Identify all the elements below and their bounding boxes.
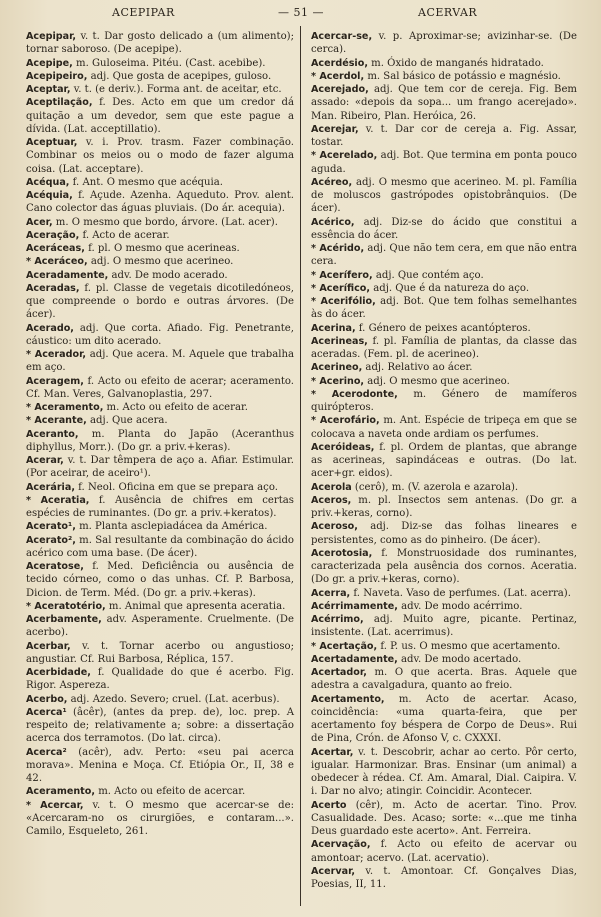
entry-headword: Acervar, [311, 865, 356, 877]
entry-definition: adj. Que gosta de acepipes, guloso. [87, 70, 272, 82]
dictionary-entry [311, 865, 577, 892]
entry-definition: v. t. Dar gosto delicado a (um alimento); tornar saboroso. (De acepipe). [26, 31, 294, 56]
entry-headword: Acerbamente, [26, 614, 102, 625]
entry-definition: adj. Que tem cor de cereja. Fig. Bem assado: «depois da sopa... um frango acerejado». Man. Ribeiro, Plan. Heróica, 26. [311, 84, 577, 122]
entry-definition: f. pl. Ordem de plantas, que abrange as acerineas, sapindáceas e outras. (Do lat. acer+gr. eidos). [311, 441, 577, 480]
entry-definition: v. i. Prov. trasm. Fazer combinação. Combinar os meios ou o modo de fazer alguma coisa. (Lat. acceptare). [26, 137, 294, 175]
entry-definition: f. Med. Deficiência ou ausência de tecido córneo, como o das unhas. Cf. P. Barbosa, Dicion. de Term. Méd. (Do gr. a priv.+keras). [26, 561, 294, 599]
dictionary-entry [311, 746, 577, 799]
entry-definition: f. Neol. Oficina em que se prepara aço. [74, 481, 278, 493]
entry-definition: adj. Que contém aço. [372, 269, 484, 281]
dictionary-entry [26, 70, 294, 83]
dictionary-entry [311, 481, 577, 494]
dictionary-entry [311, 520, 577, 547]
dictionary-entry [311, 216, 577, 243]
entry-definition: f. Açude. Azenha. Aqueduto. Prov. alent. Cano colector das águas pluviais. (Do ár. acequia). [26, 190, 294, 215]
dictionary-entry [26, 322, 294, 349]
dictionary-entry [311, 295, 577, 322]
entry-headword: Aceróideas, [311, 441, 375, 453]
entry-definition: adv. De modo acerado. [108, 269, 228, 281]
dictionary-entry [311, 693, 577, 746]
entry-definition: (âcêr), (antes da prep. de), loc. prep. A respeito de; relativamente a; sobre: a dissertação acerca dos terramotos. (Do lat. circa). [26, 706, 294, 745]
left-column [26, 30, 294, 838]
entry-headword: Acéqua, [26, 176, 70, 188]
entry-headword: Acerato¹, [26, 521, 76, 533]
dictionary-entry [311, 361, 577, 374]
entry-headword: Acerineo, [311, 362, 363, 374]
dictionary-entry [311, 666, 577, 693]
dictionary-entry [26, 454, 294, 481]
dictionary-entry [311, 640, 577, 653]
dictionary-entry [311, 799, 577, 839]
entry-headword: Acérrimo, [311, 614, 364, 625]
dictionary-entry [26, 242, 294, 255]
entry-definition: adj. Que acera. M. Aquele que trabalha em aço. [26, 349, 294, 374]
entry-headword: Acerato², [26, 534, 76, 546]
dictionary-entry [311, 613, 577, 640]
entry-definition: m. Sal resultante da combinação do ácido acérico com uma base. (De ácer). [26, 534, 294, 559]
entry-definition: f. pl. Família de plantas, da classe das aceradas. (Fem. pl. de acerineo). [311, 335, 577, 360]
dictionary-entry [311, 494, 577, 521]
entry-definition: adj. O mesmo que acerineo. [87, 256, 234, 268]
entry-headword: Acer, [26, 216, 53, 228]
entry-definition: adj. Muito agre, picante. Pertinaz, insistente. (Lat. acerrimus). [311, 614, 577, 639]
entry-definition: m. Animal que apresenta aceratia. [105, 600, 286, 612]
dictionary-entry [26, 746, 294, 786]
entry-headword: * Acerdol, [311, 70, 365, 82]
entry-definition: f. Acto ou efeito de acerar; aceramento. Cf. Man. Veres, Galvanoplastia, 297. [26, 375, 294, 400]
entry-headword: Aceráceas, [26, 243, 85, 254]
entry-headword: Aceptilação, [26, 97, 93, 109]
entry-headword: * Acerifólio, [311, 296, 376, 307]
dictionary-entry [311, 83, 577, 123]
entry-headword: Aceragem, [26, 375, 84, 387]
entry-headword: Acérrimamente, [311, 600, 398, 612]
entry-definition: m. pl. Insectos sem antenas. (Do gr. a priv.+keras, corno). [311, 494, 577, 519]
entry-headword: Acertador, [311, 667, 367, 678]
entry-definition: m. O mesmo que bordo, árvore. (Lat. acer). [52, 216, 278, 228]
entry-headword: * Aceramento, [26, 402, 104, 413]
dictionary-entry [26, 693, 294, 706]
dictionary-entry [311, 176, 577, 216]
entry-headword: Acerdésio, [311, 57, 368, 69]
entry-headword: Aceradamente, [26, 269, 109, 281]
dictionary-entry [311, 547, 577, 587]
entry-definition: (cerô), m. (V. azerola e azarola). [351, 481, 519, 493]
entry-headword: Acercar-se, [311, 31, 373, 42]
entry-definition: adv. De modo acertado. [397, 653, 522, 665]
dictionary-entry [26, 189, 294, 216]
dictionary-entry [311, 322, 577, 335]
dictionary-entry [311, 57, 577, 70]
entry-headword: * Acerodonte, [311, 388, 398, 400]
dictionary-entry [26, 494, 294, 521]
entry-headword: * Aceratotério, [26, 600, 106, 612]
dictionary-entry [26, 282, 294, 322]
entry-headword: Aceptuar, [26, 137, 78, 148]
entry-headword: Aceranto, [26, 428, 79, 440]
entry-definition: v. t. Amontoar. Cf. Gonçalves Dias, Poesias, II, 11. [311, 865, 577, 890]
entry-definition: v. t. Dar cor de cereja a. Fig. Assar, tostar. [311, 123, 577, 148]
entry-headword: Acerbar, [26, 640, 71, 652]
dictionary-entry [311, 838, 577, 865]
dictionary-entry [311, 70, 577, 83]
dictionary-entry [311, 414, 577, 441]
entry-definition: f. Des. Acto em que um credor dá quitação a um devedor, sem que este pague a dívida. (Lat. acceptillatio). [26, 97, 294, 135]
entry-headword: Acerineas, [311, 335, 368, 347]
entry-definition: adj. O mesmo que acerineo. M. pl. Família de moluscos gastrópodes opistobrânquios. (De ácer). [311, 176, 577, 215]
dictionary-entry [26, 229, 294, 242]
entry-headword: Aceradas, [26, 282, 80, 294]
entry-definition: (cêr), m. Acto de acertar. Tino. Prov. Casualidade. Des. Acaso; sorte: «...que me tinha Deus guardado este acerto». Ant. Ferreira. [311, 799, 577, 837]
entry-definition: v. t. O mesmo que acercar-se de: «Acercaram-no os cirurgiões, e contaram...». Camilo, Esqueleto, 261. [26, 799, 294, 837]
entry-definition: v. p. Aproximar-se; avizinhar-se. (De cerca). [311, 31, 577, 56]
entry-headword: * Acérido, [311, 243, 365, 254]
right-column [311, 30, 577, 891]
entry-definition: f. Naveta. Vaso de perfumes. (Lat. acerra). [350, 587, 571, 599]
entry-headword: Acerária, [26, 481, 75, 493]
entry-headword: * Acerofário, [311, 415, 380, 427]
dictionary-entry [26, 401, 294, 414]
entry-headword: Aceratose, [26, 561, 84, 572]
entry-headword: Acertar, [311, 746, 354, 758]
entry-headword: Acerto [311, 799, 347, 811]
entry-definition: adj. Que não tem cera, em que não entra cera. [311, 243, 577, 268]
entry-definition: adj. Diz-se do ácido que constitui a essência do ácer. [311, 216, 577, 241]
entry-definition: f. Monstruosidade dos ruminantes, caracterizada pela ausência dos cornos. Aceratia. (Do gr. a priv.+keras, corno). [311, 547, 577, 586]
entry-headword: Acertamento, [311, 693, 385, 705]
entry-headword: Acerbo, [26, 693, 68, 705]
page-number: — 51 — [278, 6, 324, 19]
entry-definition: adj. Que corta. Afiado. Fig. Penetrante, cáustico: um dito acerado. [26, 322, 294, 347]
dictionary-entry [311, 282, 577, 295]
dictionary-entry [311, 242, 577, 269]
entry-headword: Aceramento, [26, 786, 95, 798]
dictionary-entry [26, 255, 294, 268]
entry-headword: Aceptar, [26, 84, 71, 95]
dictionary-entry [26, 560, 294, 600]
entry-definition: m. Acto de acertar. Acaso, coincidência: «uma quarta-feira, que per acertamento foy béspera de Corpo de Deus». Rui de Pina, Crón. de Afonso V, c. CXXXI. [311, 693, 577, 745]
entry-headword: * Acerante, [26, 415, 87, 427]
entry-definition: v. t. (e deriv.). Forma ant. de aceitar, etc. [70, 84, 282, 95]
entry-definition: f. Qualidade do que é acerbo. Fig. Rigor. Aspereza. [26, 667, 294, 692]
dictionary-entry [26, 640, 294, 667]
entry-headword: Acerbidade, [26, 667, 91, 678]
entry-headword: Acérico, [311, 216, 355, 228]
entry-definition: m. Guloseima. Pitéu. (Cast. acebibe). [72, 57, 266, 69]
entry-definition: f. pl. Classe de vegetais dicotiledóneos, que compreende o bordo e outras árvores. (De ácer). [26, 282, 294, 321]
entry-headword: Aceração, [26, 229, 80, 241]
dictionary-entry [26, 481, 294, 494]
entry-headword: * Acerino, [311, 375, 365, 387]
dictionary-entry [311, 149, 577, 176]
entry-definition: adv. Asperamente. Cruelmente. (De acerbo). [26, 614, 294, 639]
dictionary-entry [26, 83, 294, 96]
dictionary-entry [26, 30, 294, 57]
dictionary-entry [311, 388, 577, 415]
entry-definition: adj. Relativo ao ácer. [362, 362, 473, 374]
dictionary-entry [26, 375, 294, 402]
dictionary-entry [26, 706, 294, 746]
entry-headword: Acerejado, [311, 84, 369, 95]
entry-definition: m. O que acerta. Bras. Aquele que adestra a cavalgadura, quanto ao freio. [311, 667, 577, 692]
entry-headword: * Acerífero, [311, 269, 373, 281]
entry-definition: f. Ausência de chifres em certas espécies de ruminantes. (Do gr. a priv.+keratos). [26, 494, 294, 519]
entry-definition: f. pl. O mesmo que acerineas. [84, 243, 240, 254]
dictionary-entry [311, 375, 577, 388]
entry-headword: Acéquia, [26, 190, 73, 201]
dictionary-entry [311, 269, 577, 282]
entry-headword: * Acerador, [26, 349, 87, 360]
dictionary-entry [26, 666, 294, 693]
entry-definition: adj. Que acera. [86, 415, 168, 427]
entry-headword: * Aceratia, [26, 494, 90, 506]
entry-headword: Acepipeiro, [26, 70, 88, 82]
entry-definition: f. Acto ou efeito de acervar ou amontoar; acervo. (Lat. acervatio). [311, 839, 577, 864]
entry-definition: adj. Bot. Que termina em ponta pouco aguda. [311, 150, 577, 175]
dictionary-entry [311, 30, 577, 57]
dictionary-entry [311, 587, 577, 600]
entry-definition: adj. Que é da natureza do aço. [370, 282, 530, 294]
entry-definition: f. P. us. O mesmo que acertamento. [377, 640, 561, 652]
page-header [0, 4, 601, 22]
entry-definition: adj. Bot. Que tem folhas semelhantes às do ácer. [311, 296, 577, 321]
entry-headword: * Acerelado, [311, 150, 378, 162]
entry-headword: Acertadamente, [311, 653, 398, 665]
dictionary-entry [26, 136, 294, 176]
entry-definition: v. t. Dar têmpera de aço a. Afiar. Estimular. (Por aceirar, de aceiro¹). [26, 455, 294, 480]
dictionary-entry [26, 176, 294, 189]
entry-headword: Acerado, [26, 322, 74, 334]
entry-headword: Acepipe, [26, 57, 73, 69]
dictionary-entry [26, 799, 294, 839]
dictionary-entry [26, 428, 294, 455]
entry-definition: m. Acto ou efeito de acercar. [94, 786, 246, 798]
entry-headword: Acerra, [311, 587, 351, 599]
entry-headword: Acepipar, [26, 31, 77, 42]
entry-definition: adj. O mesmo que acerineo. [364, 375, 510, 387]
dictionary-entry [26, 534, 294, 561]
dictionary-entry [26, 414, 294, 427]
dictionary-entry [311, 653, 577, 666]
entry-headword: Acervação, [311, 839, 371, 851]
entry-headword: Acerotosia, [311, 547, 373, 559]
header-left-guideword: ACEPIPAR [112, 6, 175, 19]
entry-definition: adj. Diz-se das folhas lineares e persistentes, como as do pinheiro. (De ácer). [311, 521, 577, 546]
column-divider [300, 26, 301, 906]
entry-headword: Acerola [311, 481, 352, 493]
dictionary-entry [311, 600, 577, 613]
entry-definition: (acêr), adv. Perto: «seu pai acerca morava». Menina e Moça. Cf. Etiópia Or., II, 38 e 42. [26, 746, 294, 784]
entry-definition: m. Óxido de manganés hidratado. [367, 57, 544, 69]
entry-definition: f. Ant. O mesmo que acéquia. [69, 176, 223, 188]
dictionary-entry [311, 335, 577, 362]
entry-headword: * Acercar, [26, 799, 84, 811]
entry-headword: Acerca¹ [26, 706, 67, 718]
entry-definition: f. Género de peixes acantópteros. [355, 322, 531, 334]
entry-headword: Aceroso, [311, 521, 358, 533]
entry-definition: f. Acto de acerar. [79, 229, 170, 241]
entry-definition: v. t. Tornar acerbo ou angustioso; angustiar. Cf. Rui Barbosa, Réplica, 157. [26, 640, 294, 665]
entry-definition: m. Acto ou efeito de acerar. [103, 402, 248, 413]
dictionary-entry [26, 600, 294, 613]
entry-definition: m. Sal básico de potássio e magnésio. [364, 70, 561, 82]
entry-headword: * Acertação, [311, 640, 378, 652]
entry-headword: Acerina, [311, 322, 356, 334]
entry-headword: Acerejar, [311, 123, 359, 135]
dictionary-entry [311, 441, 577, 481]
dictionary-entry [311, 123, 577, 150]
entry-definition: adv. De modo acérrimo. [397, 600, 523, 612]
entry-definition: m. Planta do Japão (Aceranthus diphyllus, Morr.). (Do gr. a priv.+keras). [26, 428, 294, 453]
dictionary-entry [26, 216, 294, 229]
dictionary-entry [26, 269, 294, 282]
entry-headword: Acerca² [26, 746, 67, 758]
entry-headword: * Aceráceo, [26, 256, 88, 268]
entry-headword: Aceros, [311, 494, 352, 506]
entry-headword: Acerar, [26, 455, 64, 466]
entry-definition: m. Planta asclepiadácea da América. [75, 521, 268, 533]
dictionary-entry [26, 520, 294, 533]
entry-definition: m. Ant. Espécie de tripeça em que se colocava a naveta onde ardiam os perfumes. [311, 415, 578, 440]
entry-definition: v. t. Descobrir, achar ao certo. Pôr certo, igualar. Harmonizar. Bras. Ensinar (um animal) a obedecer à rédea. Cf. Am. Amaral, Dial. Caipira. V. i. Dar no alvo; atingir. Coincidir. Acontecer. [311, 746, 577, 798]
entry-definition: m. Género de mamíferos quirópteros. [311, 388, 577, 413]
entry-definition: adj. Azedo. Severo; cruel. (Lat. acerbus). [67, 693, 280, 705]
entry-headword: * Acerífico, [311, 282, 371, 294]
dictionary-entry [26, 57, 294, 70]
dictionary-entry [26, 96, 294, 136]
dictionary-entry [26, 613, 294, 640]
dictionary-entry [26, 785, 294, 798]
header-right-guideword: ACERVAR [418, 6, 478, 19]
entry-headword: Acéreo, [311, 176, 353, 188]
dictionary-entry [26, 348, 294, 375]
